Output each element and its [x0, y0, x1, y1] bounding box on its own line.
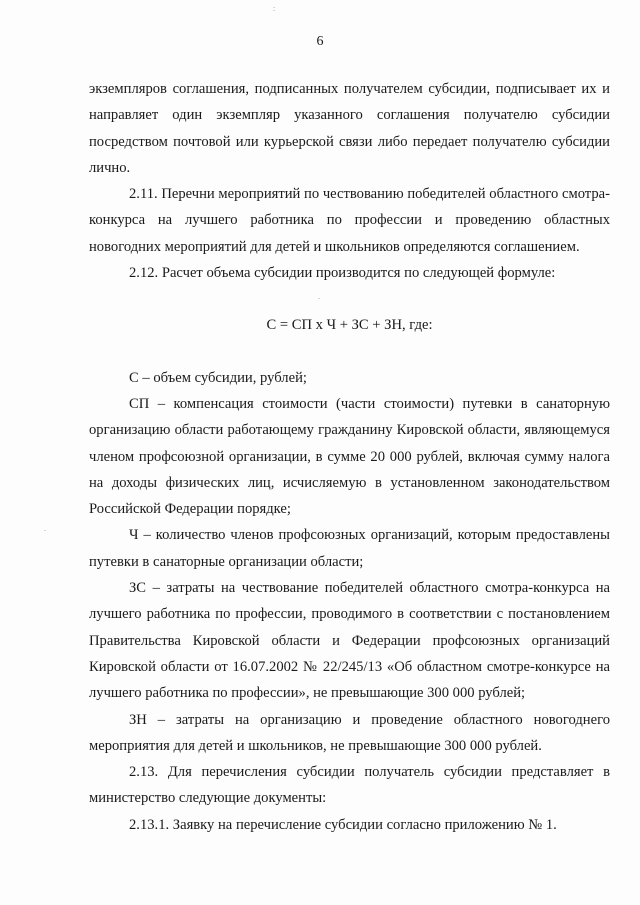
document-body — [89, 76, 610, 838]
scan-mark: : — [273, 4, 276, 13]
paragraph: 2.13.1. Заявку на перечисление субсидии согласно приложению № 1. — [129, 816, 557, 833]
paragraph: ЗС – затраты на чествование победителей областного смотра-конкурса на лучшего работника по профессии, проводимого в соответствии с постановлением Правительства Кировской области и Федерации профсоюзных организаций Кировской области от 16.07.2002 № 22/245/13 «Об областном смотре-конкурсе на лучшего работника по профессии», не превышающие 300 000 рублей; — [89, 580, 610, 702]
paragraph: С – объем субсидии, рублей; — [129, 369, 307, 386]
scan-mark: . — [44, 524, 46, 533]
paragraph: 2.11. Перечни мероприятий по чествованию победителей областного смотра-конкурса на лучшего работника по профессии и проведению областных новогодних мероприятий для детей и школьников определяются соглашением. — [89, 186, 610, 255]
paragraph: Ч – количество членов профсоюзных организаций, которым предоставлены путевки в санаторные организации области; — [89, 527, 610, 570]
page-number: 6 — [316, 34, 324, 49]
formula: С = СП х Ч + ЗС + ЗН, где: — [266, 317, 433, 334]
scan-mark: . — [318, 292, 320, 301]
paragraph: 2.13. Для перечисления субсидии получатель субсидии представляет в министерство следующие документы: — [89, 764, 610, 807]
paragraph: экземпляров соглашения, подписанных получателем субсидии, подписывает их и направляет один экземпляр указанного соглашения получателю субсидии посредством почтовой или курьерской связи либо передает получателю субсидии лично. — [89, 81, 610, 176]
paragraph: СП – компенсация стоимости (части стоимости) путевки в санаторную организацию области работающему гражданину Кировской области, являющемуся членом профсоюзной организации, в сумме 20 000 рублей, включая сумму налога на доходы физических лиц, исчисляемую в установленном законодательством Российской Федерации порядке; — [89, 395, 610, 518]
paragraph: ЗН – затраты на организацию и проведение областного новогоднего мероприятия для детей и школьников, не превышающие 300 000 рублей. — [89, 711, 610, 754]
paragraph: 2.12. Расчет объема субсидии производится по следующей формуле: — [129, 265, 556, 282]
